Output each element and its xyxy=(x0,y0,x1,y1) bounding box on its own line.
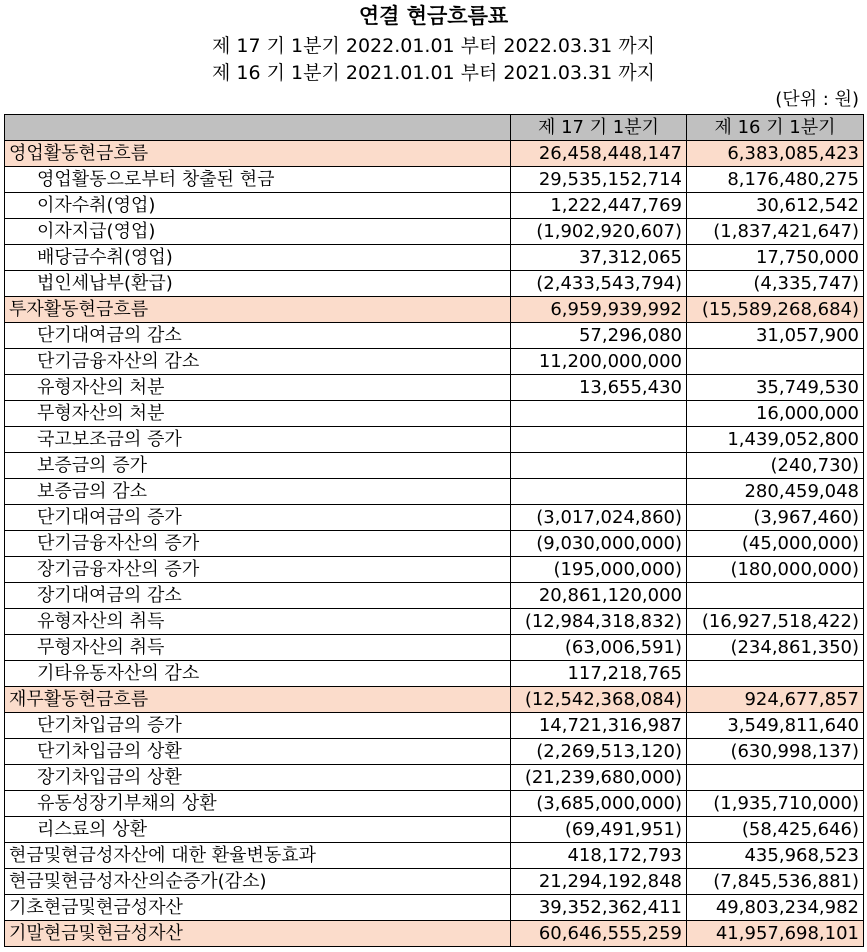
table-row xyxy=(5,271,864,297)
header-label-cell xyxy=(5,115,511,141)
period-prior: 제 16 기 1분기 2021.01.01 부터 2021.03.31 까지 xyxy=(212,62,655,84)
table-row xyxy=(5,921,864,947)
row-current: 60,646,555,259 xyxy=(511,921,687,947)
row-prior: (180,000,000) xyxy=(687,557,864,583)
row-label: 영업활동현금흐름 xyxy=(5,141,511,167)
row-current: 21,294,192,848 xyxy=(511,869,687,895)
row-label: 장기금융자산의 증가 xyxy=(5,557,511,583)
row-label: 무형자산의 취득 xyxy=(5,635,511,661)
row-label: 단기차입금의 상환 xyxy=(5,739,511,765)
row-prior: 16,000,000 xyxy=(687,401,864,427)
table-row xyxy=(5,531,864,557)
row-label: 기타유동자산의 감소 xyxy=(5,661,511,687)
row-label: 단기금융자산의 증가 xyxy=(5,531,511,557)
row-label: 배당금수취(영업) xyxy=(5,245,511,271)
row-current: 39,352,362,411 xyxy=(511,895,687,921)
row-current: 20,861,120,000 xyxy=(511,583,687,609)
row-label: 유동성장기부채의 상환 xyxy=(5,791,511,817)
row-current: (1,902,920,607) xyxy=(511,219,687,245)
row-current: (12,542,368,084) xyxy=(511,687,687,713)
row-label: 기말현금및현금성자산 xyxy=(5,921,511,947)
row-label: 법인세납부(환급) xyxy=(5,271,511,297)
row-label: 이자지급(영업) xyxy=(5,219,511,245)
row-current xyxy=(511,427,687,453)
row-current: (9,030,000,000) xyxy=(511,531,687,557)
row-prior: 30,612,542 xyxy=(687,193,864,219)
row-prior: 8,176,480,275 xyxy=(687,167,864,193)
row-label: 무형자산의 처분 xyxy=(5,401,511,427)
row-prior: (630,998,137) xyxy=(687,739,864,765)
row-prior xyxy=(687,583,864,609)
row-label: 단기금융자산의 감소 xyxy=(5,349,511,375)
table-row xyxy=(5,401,864,427)
row-current: (69,491,951) xyxy=(511,817,687,843)
table-row xyxy=(5,193,864,219)
table-row xyxy=(5,453,864,479)
row-prior xyxy=(687,349,864,375)
table-row xyxy=(5,297,864,323)
row-current: 57,296,080 xyxy=(511,323,687,349)
row-current: 29,535,152,714 xyxy=(511,167,687,193)
row-prior: (1,837,421,647) xyxy=(687,219,864,245)
row-label: 단기대여금의 감소 xyxy=(5,323,511,349)
row-label: 장기대여금의 감소 xyxy=(5,583,511,609)
row-prior: 6,383,085,423 xyxy=(687,141,864,167)
row-label: 보증금의 증가 xyxy=(5,453,511,479)
row-label: 재무활동현금흐름 xyxy=(5,687,511,713)
row-prior xyxy=(687,765,864,791)
row-prior: 924,677,857 xyxy=(687,687,864,713)
header-current-period: 제 17 기 1분기 xyxy=(511,115,687,141)
cash-flow-table xyxy=(4,114,864,947)
table-row xyxy=(5,635,864,661)
row-label: 국고보조금의 증가 xyxy=(5,427,511,453)
row-current: 11,200,000,000 xyxy=(511,349,687,375)
row-current: 14,721,316,987 xyxy=(511,713,687,739)
row-prior: 280,459,048 xyxy=(687,479,864,505)
table-row xyxy=(5,609,864,635)
unit-label: (단위 : 원) xyxy=(775,89,859,110)
table-row xyxy=(5,765,864,791)
row-current: 6,959,939,992 xyxy=(511,297,687,323)
row-current: (2,269,513,120) xyxy=(511,739,687,765)
table-row xyxy=(5,791,864,817)
row-current: (21,239,680,000) xyxy=(511,765,687,791)
row-prior: (58,425,646) xyxy=(687,817,864,843)
table-row xyxy=(5,557,864,583)
table-row xyxy=(5,427,864,453)
row-prior: 435,968,523 xyxy=(687,843,864,869)
row-current: 37,312,065 xyxy=(511,245,687,271)
row-current xyxy=(511,401,687,427)
table-row xyxy=(5,141,864,167)
row-prior: 3,549,811,640 xyxy=(687,713,864,739)
row-prior: (15,589,268,684) xyxy=(687,297,864,323)
row-label: 투자활동현금흐름 xyxy=(5,297,511,323)
row-current: (3,685,000,000) xyxy=(511,791,687,817)
row-prior: (234,861,350) xyxy=(687,635,864,661)
row-label: 유형자산의 취득 xyxy=(5,609,511,635)
row-prior: (16,927,518,422) xyxy=(687,609,864,635)
table-row xyxy=(5,323,864,349)
row-prior: (3,967,460) xyxy=(687,505,864,531)
row-prior: 35,749,530 xyxy=(687,375,864,401)
table-row xyxy=(5,505,864,531)
row-current: 13,655,430 xyxy=(511,375,687,401)
row-label: 리스료의 상환 xyxy=(5,817,511,843)
row-prior: 49,803,234,982 xyxy=(687,895,864,921)
row-prior: 31,057,900 xyxy=(687,323,864,349)
row-label: 보증금의 감소 xyxy=(5,479,511,505)
row-current: 418,172,793 xyxy=(511,843,687,869)
row-prior: (4,335,747) xyxy=(687,271,864,297)
table-row xyxy=(5,817,864,843)
row-label: 이자수취(영업) xyxy=(5,193,511,219)
row-current: (195,000,000) xyxy=(511,557,687,583)
row-label: 장기차입금의 상환 xyxy=(5,765,511,791)
row-current: (63,006,591) xyxy=(511,635,687,661)
row-label: 현금및현금성자산의순증가(감소) xyxy=(5,869,511,895)
table-row xyxy=(5,843,864,869)
table-row xyxy=(5,349,864,375)
table-row xyxy=(5,739,864,765)
table-header-row xyxy=(5,115,864,141)
row-label: 유형자산의 처분 xyxy=(5,375,511,401)
row-current: (12,984,318,832) xyxy=(511,609,687,635)
row-current: (3,017,024,860) xyxy=(511,505,687,531)
row-prior xyxy=(687,661,864,687)
row-prior: (240,730) xyxy=(687,453,864,479)
row-current: (2,433,543,794) xyxy=(511,271,687,297)
table-row xyxy=(5,245,864,271)
header-prior-period: 제 16 기 1분기 xyxy=(687,115,864,141)
statement-title: 연결 현금흐름표 xyxy=(358,4,509,28)
row-current: 1,222,447,769 xyxy=(511,193,687,219)
table-row xyxy=(5,687,864,713)
period-current: 제 17 기 1분기 2022.01.01 부터 2022.03.31 까지 xyxy=(212,35,655,57)
row-prior: 41,957,698,101 xyxy=(687,921,864,947)
table-row xyxy=(5,219,864,245)
row-label: 현금및현금성자산에 대한 환율변동효과 xyxy=(5,843,511,869)
row-label: 영업활동으로부터 창출된 현금 xyxy=(5,167,511,193)
row-prior: 1,439,052,800 xyxy=(687,427,864,453)
row-prior: (45,000,000) xyxy=(687,531,864,557)
row-label: 단기대여금의 증가 xyxy=(5,505,511,531)
row-current xyxy=(511,479,687,505)
row-label: 단기차입금의 증가 xyxy=(5,713,511,739)
row-prior: (1,935,710,000) xyxy=(687,791,864,817)
row-current: 26,458,448,147 xyxy=(511,141,687,167)
table-row xyxy=(5,375,864,401)
table-row xyxy=(5,479,864,505)
table-row xyxy=(5,583,864,609)
row-prior: 17,750,000 xyxy=(687,245,864,271)
table-row xyxy=(5,713,864,739)
table-row xyxy=(5,869,864,895)
row-current: 117,218,765 xyxy=(511,661,687,687)
row-current xyxy=(511,453,687,479)
table-row xyxy=(5,167,864,193)
table-row xyxy=(5,895,864,921)
table-row xyxy=(5,661,864,687)
row-prior: (7,845,536,881) xyxy=(687,869,864,895)
row-label: 기초현금및현금성자산 xyxy=(5,895,511,921)
